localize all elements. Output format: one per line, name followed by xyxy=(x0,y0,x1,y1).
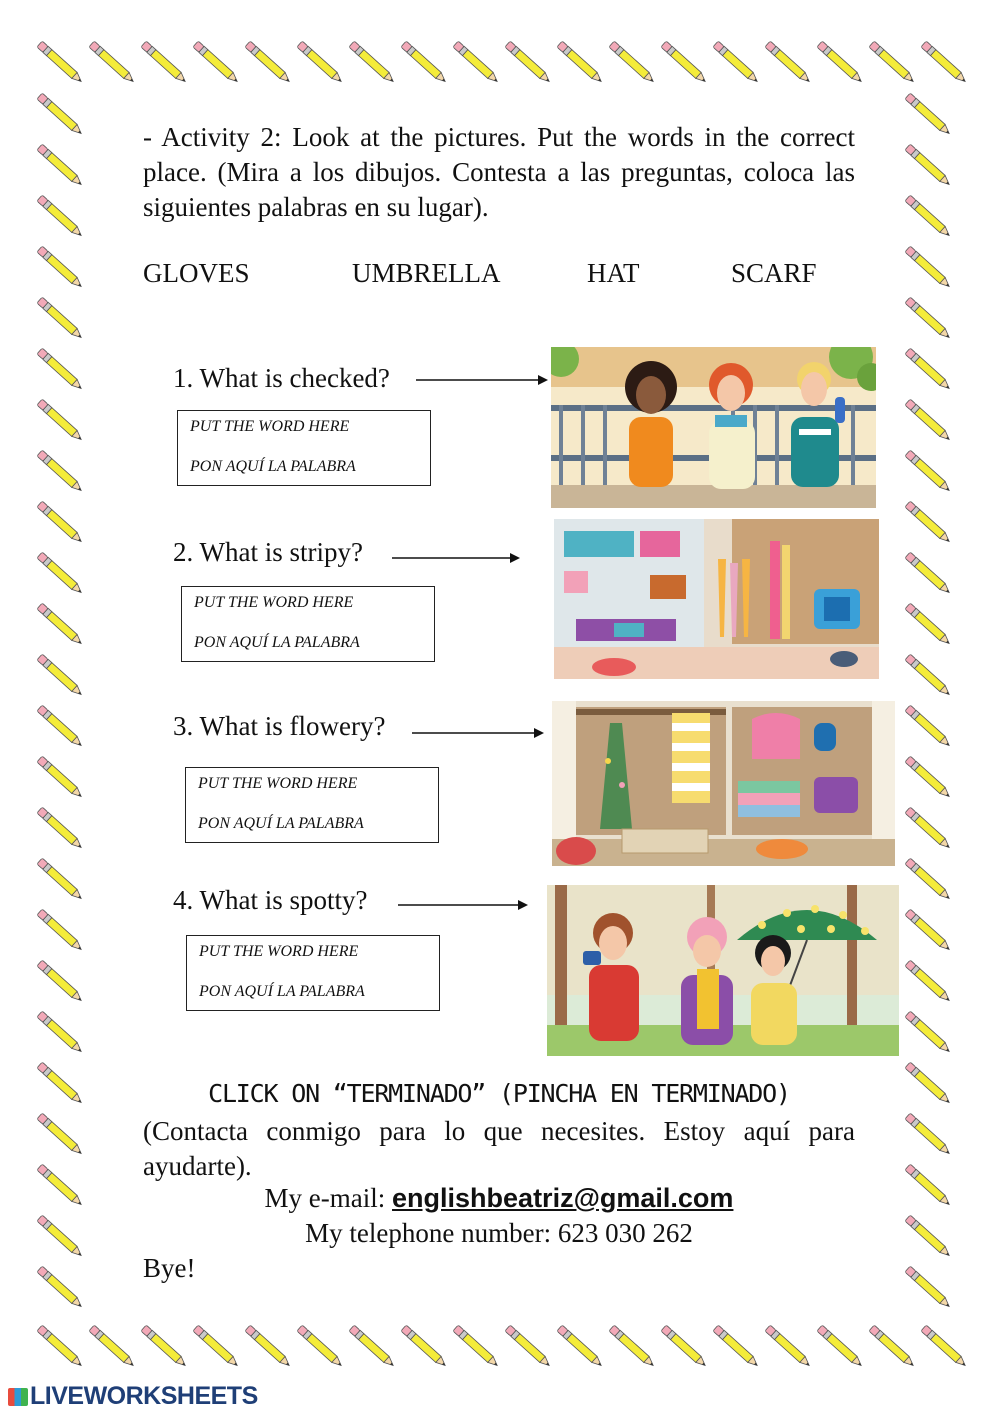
pencil-icon xyxy=(89,41,136,84)
word-scarf[interactable]: SCARF xyxy=(731,258,817,288)
pencil-icon xyxy=(37,93,84,136)
pencil-icon xyxy=(905,1215,952,1258)
answer-box-4[interactable] xyxy=(186,935,440,1011)
pencil-icon xyxy=(713,41,760,84)
pencil-icon xyxy=(37,654,84,697)
pencil-icon xyxy=(37,246,84,289)
answer-box-1[interactable] xyxy=(177,410,431,486)
pencil-icon xyxy=(37,348,84,391)
picture-spotty-umbrella xyxy=(547,885,899,1056)
arrow-3-icon xyxy=(410,723,550,743)
answer-box-1-hint-es: PON AQUÍ LA PALABRA xyxy=(190,458,356,475)
pencil-icon xyxy=(245,41,292,84)
email-link[interactable]: englishbeatriz@gmail.com xyxy=(392,1183,734,1213)
picture-flowery-umbrella xyxy=(552,701,895,866)
pencil-icon xyxy=(37,1164,84,1207)
pencil-icon xyxy=(905,705,952,748)
pencil-icon xyxy=(141,41,188,84)
logo-icon xyxy=(8,1388,28,1406)
pencil-icon xyxy=(453,1325,500,1368)
answer-box-3-hint-en: PUT THE WORD HERE xyxy=(198,775,358,792)
question-4-label: 4. What is spotty? xyxy=(173,885,368,915)
word-hat[interactable]: HAT xyxy=(587,258,640,288)
pencil-icon xyxy=(37,1062,84,1105)
pencil-icon xyxy=(297,1325,344,1368)
pencil-icon xyxy=(37,41,84,84)
pencil-icon xyxy=(37,399,84,442)
pencil-icon xyxy=(869,41,916,84)
pencil-icon xyxy=(817,1325,864,1368)
pencil-icon xyxy=(37,1325,84,1368)
pencil-icon xyxy=(297,41,344,84)
pencil-icon xyxy=(905,399,952,442)
word-umbrella[interactable]: UMBRELLA xyxy=(352,258,501,288)
pencil-icon xyxy=(905,1164,952,1207)
pencil-icon xyxy=(37,1113,84,1156)
pencil-icon xyxy=(905,1062,952,1105)
pencil-icon xyxy=(349,41,396,84)
pencil-icon xyxy=(817,41,864,84)
activity-instructions: - Activity 2: Look at the pictures. Put the words in the correct place. (Mira a los dibujos. Contesta a las preguntas, coloca las siguientes palabras en su lugar). xyxy=(143,122,855,222)
question-2-label: 2. What is stripy? xyxy=(173,537,363,567)
picture-stripy-umbrella xyxy=(554,519,879,679)
pencil-icon xyxy=(905,1011,952,1054)
pencil-icon xyxy=(37,144,84,187)
pencil-icon xyxy=(905,450,952,493)
question-1-label: 1. What is checked? xyxy=(173,363,390,393)
phone-line: My telephone number: 623 030 262 xyxy=(305,1218,693,1248)
pencil-icon xyxy=(661,41,708,84)
arrow-2-icon xyxy=(390,548,530,568)
pencil-icon xyxy=(661,1325,708,1368)
pencil-icon xyxy=(905,603,952,646)
pencil-icon xyxy=(505,1325,552,1368)
pencil-icon xyxy=(193,41,240,84)
pencil-icon xyxy=(905,756,952,799)
answer-box-3[interactable] xyxy=(185,767,439,843)
pencil-icon xyxy=(401,41,448,84)
pencil-icon xyxy=(37,858,84,901)
pencil-icon xyxy=(905,654,952,697)
pencil-icon xyxy=(401,1325,448,1368)
pencil-icon xyxy=(37,450,84,493)
pencil-icon xyxy=(765,1325,812,1368)
question-3-label: 3. What is flowery? xyxy=(173,711,386,741)
click-terminado-instruction: CLICK ON “TERMINADO” (PINCHA EN TERMINADO) xyxy=(208,1079,790,1108)
pencil-icon xyxy=(37,297,84,340)
pencil-icon xyxy=(905,909,952,952)
pencil-icon xyxy=(37,1266,84,1309)
pencil-icon xyxy=(37,909,84,952)
pencil-icon xyxy=(905,807,952,850)
pencil-icon xyxy=(905,501,952,544)
arrow-4-icon xyxy=(396,895,536,915)
pencil-icon xyxy=(905,348,952,391)
pencil-icon xyxy=(921,41,968,84)
answer-box-3-hint-es: PON AQUÍ LA PALABRA xyxy=(198,815,364,832)
pencil-icon xyxy=(37,756,84,799)
email-line xyxy=(143,1183,855,1214)
pencil-icon xyxy=(37,960,84,1003)
pencil-icon xyxy=(37,807,84,850)
pencil-icon xyxy=(37,1011,84,1054)
answer-box-2-hint-en: PUT THE WORD HERE xyxy=(194,594,354,611)
pencil-icon xyxy=(557,1325,604,1368)
email-label: My e-mail: xyxy=(264,1183,386,1213)
answer-box-4-hint-en: PUT THE WORD HERE xyxy=(199,943,359,960)
pencil-icon xyxy=(245,1325,292,1368)
pencil-icon xyxy=(37,705,84,748)
bye-text: Bye! xyxy=(143,1253,196,1283)
pencil-icon xyxy=(37,195,84,238)
pencil-icon xyxy=(713,1325,760,1368)
pencil-icon xyxy=(37,1215,84,1258)
pencil-icon xyxy=(37,501,84,544)
pencil-icon xyxy=(905,1113,952,1156)
pencil-icon xyxy=(905,195,952,238)
pencil-icon xyxy=(37,552,84,595)
pencil-icon xyxy=(905,93,952,136)
pencil-icon xyxy=(557,41,604,84)
contact-note: (Contacta conmigo para lo que necesites. Estoy aquí para ayudarte). xyxy=(143,1116,855,1181)
pencil-icon xyxy=(505,41,552,84)
pencil-icon xyxy=(905,1266,952,1309)
pencil-icon xyxy=(609,1325,656,1368)
pencil-icon xyxy=(89,1325,136,1368)
pencil-icon xyxy=(609,41,656,84)
pencil-icon xyxy=(905,858,952,901)
pencil-icon xyxy=(921,1325,968,1368)
pencil-icon xyxy=(905,246,952,289)
answer-box-1-hint-en: PUT THE WORD HERE xyxy=(190,418,350,435)
answer-box-4-hint-es: PON AQUÍ LA PALABRA xyxy=(199,983,365,1000)
pencil-icon xyxy=(37,603,84,646)
pencil-icon xyxy=(453,41,500,84)
pencil-icon xyxy=(905,960,952,1003)
pencil-icon xyxy=(869,1325,916,1368)
pencil-icon xyxy=(765,41,812,84)
pencil-icon xyxy=(905,297,952,340)
pencil-icon xyxy=(141,1325,188,1368)
answer-box-2[interactable] xyxy=(181,586,435,662)
answer-box-2-hint-es: PON AQUÍ LA PALABRA xyxy=(194,634,360,651)
logo-text: LIVEWORKSHEETS xyxy=(30,1382,258,1410)
pencil-icon xyxy=(349,1325,396,1368)
pencil-icon xyxy=(905,144,952,187)
word-gloves[interactable]: GLOVES xyxy=(143,258,250,288)
liveworksheets-logo[interactable] xyxy=(8,1382,258,1411)
picture-checked-scarf xyxy=(551,347,876,508)
pencil-icon xyxy=(905,552,952,595)
pencil-icon xyxy=(193,1325,240,1368)
arrow-1-icon xyxy=(414,370,554,390)
